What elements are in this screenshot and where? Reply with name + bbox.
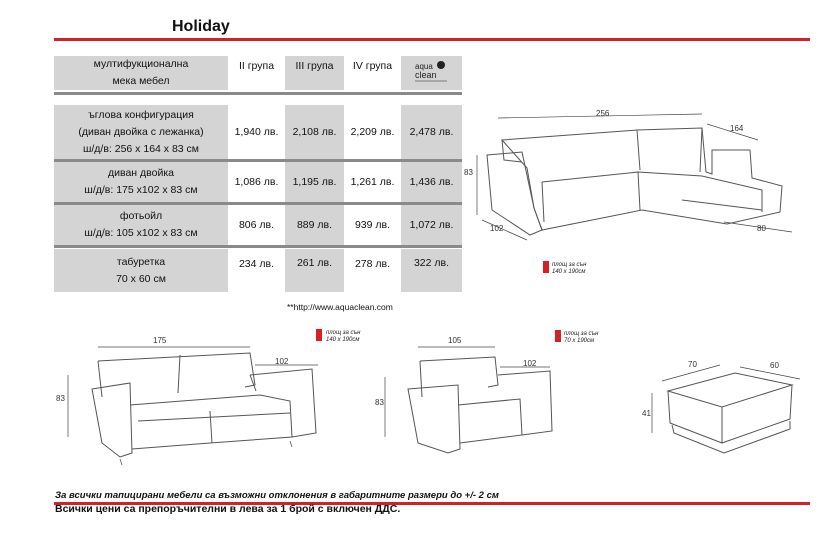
group-2-header: II група xyxy=(238,59,275,72)
fabric-header-line1: мултифукционална xyxy=(93,58,189,70)
aquaclean-url: **http://www.aquaclean.com xyxy=(287,302,393,312)
ottoman-width-label: 70 xyxy=(688,360,697,369)
row-sofa-desc xyxy=(54,162,228,202)
ottoman-depth-label: 60 xyxy=(770,361,779,370)
price-corner-g3: 2,108 лв. xyxy=(285,105,344,159)
row-chair-line1: фотьойл xyxy=(119,210,163,222)
bed-area-icon xyxy=(543,261,549,273)
bed-area-icon xyxy=(316,329,322,341)
fabric-header xyxy=(54,56,228,90)
group-3-header: III група xyxy=(285,56,344,90)
chair-bed-label1: площ за сън xyxy=(564,331,599,337)
price-sofa-g4: 1,261 лв. xyxy=(350,175,395,188)
ottoman-height-label: 41 xyxy=(642,409,651,418)
price-chair-g4: 939 лв. xyxy=(354,218,391,231)
svg-text:clean: clean xyxy=(414,70,437,80)
footer-price-note: Всички цени са препоръчителни в лева за 1 брой с включен ДДС. xyxy=(55,503,401,515)
row-corner-line2: (диван двойка с лежанка) xyxy=(78,125,204,138)
sofa-depth-label: 102 xyxy=(275,357,289,366)
row-corner-line1: ъглова конфигурация xyxy=(88,108,194,121)
chair-bed-label2: 70 х 190см xyxy=(564,338,595,344)
row-ottoman-desc xyxy=(54,249,228,292)
aquaclean-logo xyxy=(401,56,462,90)
price-sofa-aqua: 1,436 лв. xyxy=(401,162,462,202)
price-ottoman-g2: 234 лв. xyxy=(238,257,275,270)
header-separator xyxy=(54,92,462,95)
product-title: Holiday xyxy=(172,18,230,35)
footer-tolerance-note: За всички тапицирани мебели са възможни отклонения в габаритните размери до +/- 2 см xyxy=(55,490,499,501)
corner-chaise-label: 80 xyxy=(757,224,766,233)
corner-bed-label2: 140 х 190см xyxy=(552,269,586,275)
corner-seat-depth-label: 102 xyxy=(490,224,504,233)
ottoman-drawing xyxy=(640,355,815,470)
price-ottoman-aqua: 322 лв. xyxy=(401,249,462,292)
corner-bed-label1: площ за сън xyxy=(552,262,587,268)
price-corner-g2: 1,940 лв. xyxy=(234,125,279,138)
price-chair-g3: 889 лв. xyxy=(285,205,344,245)
corner-height-label: 83 xyxy=(464,168,473,177)
corner-width-label: 256 xyxy=(596,109,610,118)
sofa-height-label: 83 xyxy=(56,394,65,403)
top-red-divider xyxy=(54,38,810,41)
row-corner-line3: ш/д/в: 256 х 164 х 83 см xyxy=(82,142,200,155)
row-chair-line2: ш/д/в: 105 х102 х 83 см xyxy=(84,227,198,239)
price-chair-aqua: 1,072 лв. xyxy=(401,205,462,245)
svg-text:aqua: aqua xyxy=(414,62,433,71)
row-sofa-line2: ш/д/в: 175 х102 х 83 см xyxy=(84,184,198,196)
sofa-drawing xyxy=(50,325,370,470)
sofa-bed-label2: 140 х 190см xyxy=(326,337,360,343)
fabric-header-line2: мека мебел xyxy=(112,75,170,87)
price-chair-g2: 806 лв. xyxy=(238,218,275,231)
group-4-header: IV група xyxy=(352,59,393,72)
sofa-bed-label1: площ за сън xyxy=(326,330,361,336)
chair-depth-label: 102 xyxy=(523,359,537,368)
chair-height-label: 83 xyxy=(375,398,384,407)
chair-width-label: 105 xyxy=(448,336,462,345)
price-ottoman-g4: 278 лв. xyxy=(354,257,391,270)
price-sofa-g3: 1,195 лв. xyxy=(285,162,344,202)
price-corner-g4: 2,209 лв. xyxy=(350,125,395,138)
row-ottoman-line2: 70 х 60 см xyxy=(116,272,166,285)
price-ottoman-g3: 261 лв. xyxy=(285,249,344,292)
row-chair-desc xyxy=(54,205,228,245)
bed-area-icon xyxy=(555,330,561,342)
row-corner-desc xyxy=(54,105,228,159)
corner-depth-label: 164 xyxy=(730,124,744,133)
armchair-drawing xyxy=(370,325,615,470)
corner-sofa-drawing xyxy=(462,100,818,280)
sofa-width-label: 175 xyxy=(153,336,167,345)
row-ottoman-line1: табуретка xyxy=(116,255,166,268)
price-corner-aqua: 2,478 лв. xyxy=(401,105,462,159)
row-separator xyxy=(54,245,462,248)
aquaclean-logo-icon xyxy=(412,58,452,88)
row-sofa-line1: диван двойка xyxy=(108,167,174,179)
price-sofa-g2: 1,086 лв. xyxy=(234,175,279,188)
